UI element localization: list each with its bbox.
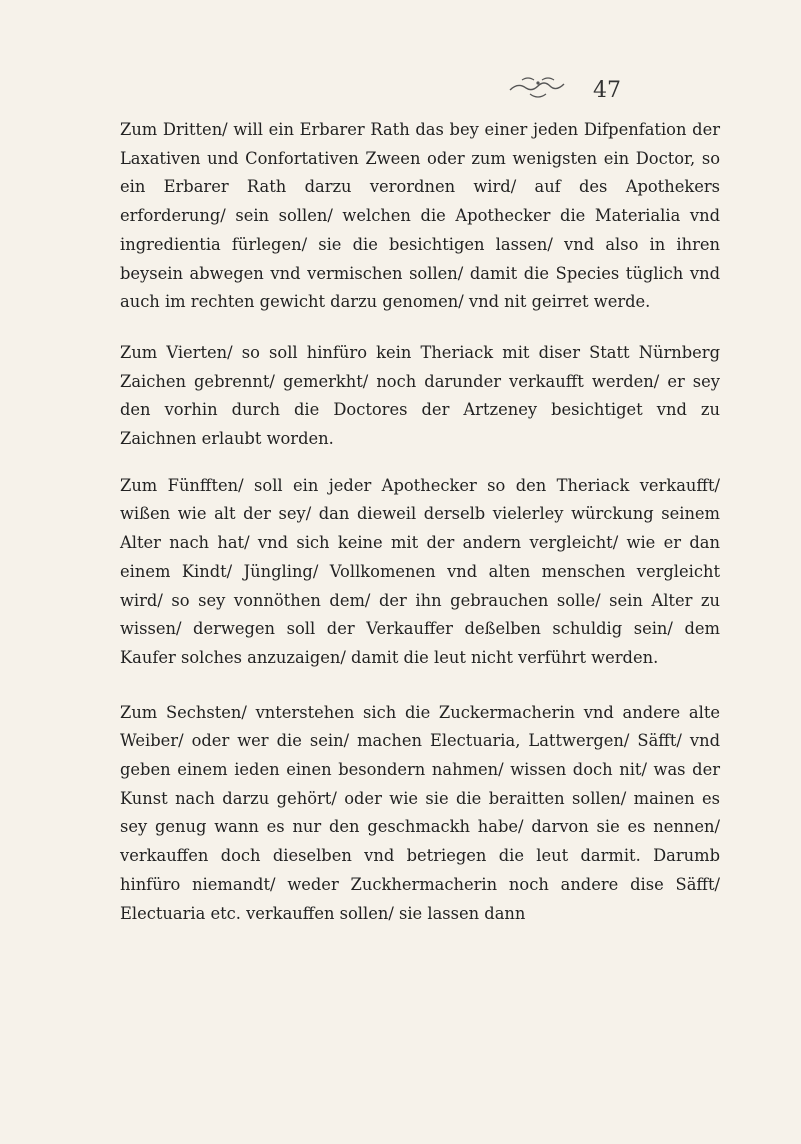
page-number: 47: [593, 78, 621, 103]
text-body: [120, 116, 720, 948]
paragraph-sixth: Zum Sechsten/ vnterstehen sich die Zuckermacherin vnd andere alte Weiber/ oder wer die sein/ machen Electuaria, Lattwergen/ Säfft/ vnd geben einem ieden einen besondern nahmen/ wissen doch nit/ was der Kunst nach darzu gehört/ oder wie sie die beraitten sollen/ mainen es sey genug wann es nur den geschmackh habe/ darvon sie es nennen/ verkauffen doch dieselben vnd betriegen die leut darmit. Darumb hinfüro niemandt/ weder Zuckhermacherin noch andere dise Säfft/ Electuaria etc. verkauffen sollen/ sie lassen dann: [120, 702, 720, 923]
paragraph-fifth: Zum Fünfften/ soll ein jeder Apothecker so den Theriack verkaufft/ wißen wie alt der sey/ dan dieweil derselb vielerley würckung seinem Alter nach hat/ vnd sich keine mit der andern vergleicht/ wie er dan einem Kindt/ Jüngling/ Vollkomenen vnd alten menschen vergleicht wird/ so sey vonnöthen dem/ der ihn gebrauchen solle/ sein Alter zu wissen/ derwegen soll der Verkauffer deßelben schuldig sein/ dem Kaufer solches anzuzaigen/ damit die leut nicht verführt werden.: [120, 475, 720, 667]
paragraph-third: Zum Dritten/ will ein Erbarer Rath das bey einer jeden Difpenfation der Laxativen und Confortativen Zween oder zum wenigsten ein Doctor, so ein Erbarer Rath darzu verordnen wird/ auf des Apothekers erforderung/ sein sollen/ welchen die Apothecker die Materialia vnd ingredientia fürlegen/ sie die besichtigen lassen/ vnd also in ihren beysein abwegen vnd vermischen sollen/ damit die Species tüglich vnd auch im rechten gewicht darzu genomen/ vnd nit geirret werde.: [120, 120, 720, 312]
decorative-ornament-icon: [508, 74, 568, 100]
paragraph-fourth: Zum Vierten/ so soll hinfüro kein Theriack mit diser Statt Nürnberg Zaichen gebrennt/ gemerkht/ noch darunder verkaufft werden/ er sey den vorhin durch die Doctores der Artzeney besichtiget vnd zu Zaichnen erlaubt worden.: [120, 342, 720, 449]
